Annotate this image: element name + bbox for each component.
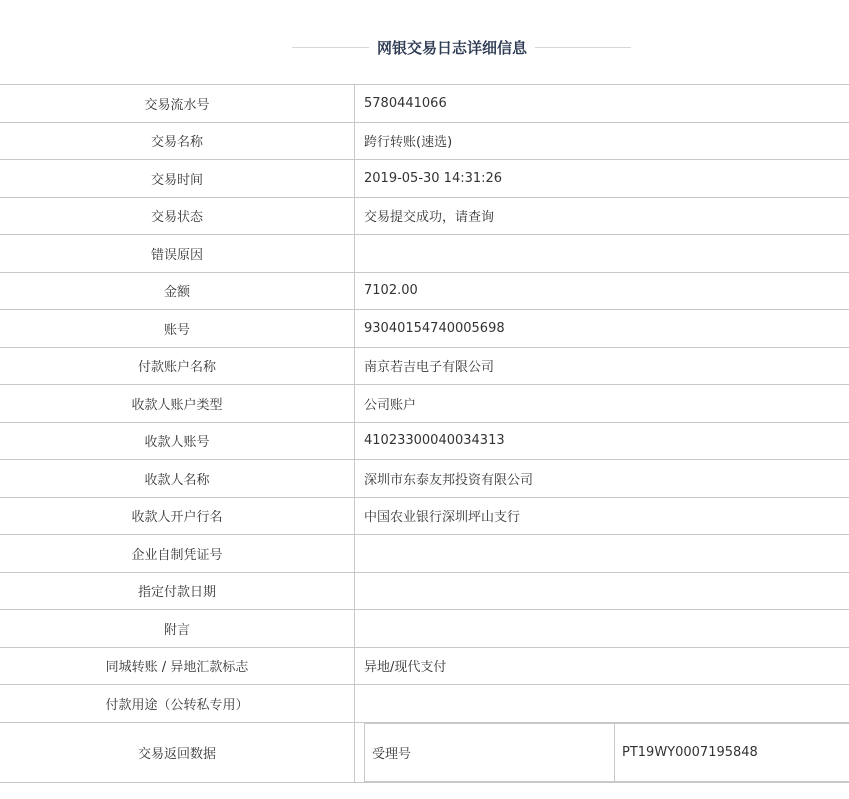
table-row [0,385,849,423]
row-label: 金额 [0,272,355,310]
row-label: 企业自制凭证号 [0,535,355,573]
row-label: 附言 [0,610,355,648]
row-label: 交易返回数据 [0,722,355,782]
row-label: 错误原因 [0,235,355,273]
row-label: 交易名称 [0,122,355,160]
row-value: 公司账户 [355,385,849,423]
table-row [0,310,849,348]
row-value [355,685,849,723]
table-row [0,572,849,610]
row-value-return-data [355,722,849,782]
row-value: 跨行转账(速选) [355,122,849,160]
row-value [355,572,849,610]
table-row [0,160,849,198]
row-value: 5780441066 [355,85,849,123]
table-row [0,685,849,723]
table-row [0,347,849,385]
page-title-area [0,35,849,61]
row-value: 2019-05-30 14:31:26 [355,160,849,198]
row-value [355,610,849,648]
row-label: 指定付款日期 [0,572,355,610]
row-value: 中国农业银行深圳坪山支行 [355,497,849,535]
row-label: 付款账户名称 [0,347,355,385]
row-label: 收款人名称 [0,460,355,498]
row-value: 交易提交成功，请查询 [355,197,849,235]
table-row [0,272,849,310]
subtable-row [365,723,849,781]
row-label: 同城转账 / 异地汇款标志 [0,647,355,685]
table-row [0,85,849,123]
row-value: 41023300040034313 [355,422,849,460]
table-row [0,610,849,648]
table-row [0,197,849,235]
row-label: 交易状态 [0,197,355,235]
row-value: 7102.00 [355,272,849,310]
acceptance-number-label: 受理号 [365,723,615,781]
table-row [0,535,849,573]
table-row [0,235,849,273]
row-label: 账号 [0,310,355,348]
row-value: 93040154740005698 [355,310,849,348]
row-value: 异地/现代支付 [355,647,849,685]
row-value: 南京若吉电子有限公司 [355,347,849,385]
row-value: 深圳市东泰友邦投资有限公司 [355,460,849,498]
row-label: 交易时间 [0,160,355,198]
transaction-detail-table [0,84,849,783]
table-row [0,122,849,160]
page-title: 网银交易日志详细信息 [369,35,535,61]
acceptance-number-value: PT19WY0007195848 [615,723,849,781]
return-data-subtable [364,723,849,782]
table-row [0,460,849,498]
table-row-return-data [0,722,849,782]
row-value [355,235,849,273]
row-value [355,535,849,573]
row-label: 收款人开户行名 [0,497,355,535]
table-row [0,647,849,685]
table-row [0,497,849,535]
row-label: 付款用途（公转私专用） [0,685,355,723]
row-label: 交易流水号 [0,85,355,123]
row-label: 收款人账号 [0,422,355,460]
row-label: 收款人账户类型 [0,385,355,423]
table-row [0,422,849,460]
